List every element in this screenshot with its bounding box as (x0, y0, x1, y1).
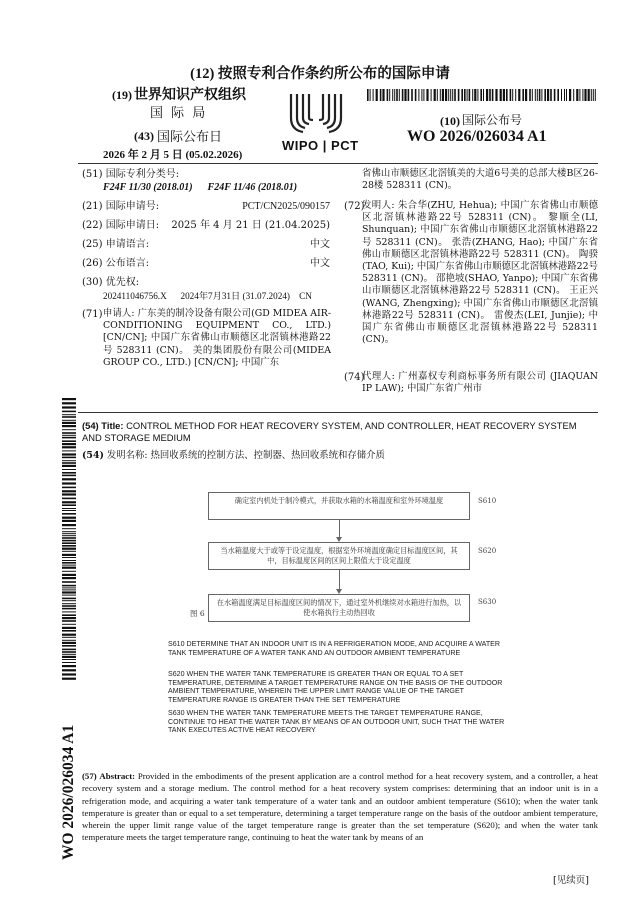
abstract-label: Abstract: (99, 771, 136, 781)
figure-label: 图 6 (190, 609, 205, 618)
applicant-cont: 省佛山市顺德区北滘镇美的大道6号美的总部大楼B区26-28楼 528311 (CN)。 (362, 168, 598, 192)
app-date-label: (22) 国际申请日: (82, 220, 160, 231)
titles-divider (78, 412, 598, 413)
priority-value: 202411046756.X 2024年7月31日 (31.07.2024) CN (103, 291, 312, 301)
barcode-side (62, 398, 76, 683)
legend-s630: S630 WHEN THE WATER TANK TEMPERATURE MEETS THE TARGET TEMPERATURE RANGE, CONTINUE TO HEAT THE WATER TANK BY MEANS OF AN OUTDOOR UNIT, SUCH THAT THE WATER TANK EXECUTES ACTIVE HEAT RECOVERY (168, 709, 505, 735)
inventors-text: 发明人: 朱合华(ZHU, Hehua); 中国广东省佛山市顺德区北滘镇林港路22号 528311 (CN)。 黎顺全(LI, Shunquan); 中国广东省佛山市顺德区北滘镇林港路22号 528311 (CN)。 张浩(ZHANG, Hao); 中国广东省佛山市顺德区北滘镇林港路22号 528311 (CN)。 陶骙(TAO, Kui); 中国广东省佛山市顺德区北滘镇林港路22号 528311 (CN)。 邵艳坡(SHAO, Yanpo); 中国广东省佛山市顺德区北滘镇林港路22号 528311 (CN)。 王正兴(WANG, Zhengxing); 中国广东省佛山市顺德区北滘镇林港路22号 528311 (CN)。 雷俊杰(LEI, Junjie); 中国广东省佛山市顺德区北滘镇林港路22号 528311 (CN)。 (362, 200, 598, 346)
agent-text: 代理人: 广州嘉权专利商标事务所有限公司 (JIAQUAN IP LAW); 中国广东省广州市 (362, 371, 598, 395)
flow-arrow-1 (339, 520, 340, 538)
org-sub: 国 际 局 (150, 106, 208, 121)
ipc-values: F24F 11/30 (2018.01) F24F 11/46 (2018.01) (103, 182, 298, 193)
title-en (82, 420, 598, 444)
abstract-text: Provided in the embodiments of the present application are a control method for a heat recovery system, and a controller, a heat recovery system and a storage medium. The control method for a heat recovery system comprises: determining that an indoor unit is in a refrigeration mode, and acquiring a water tank temperature of a water tank and an outdoor ambient temperature (S610); when the water tank temperature is greater than or equal to a set temperature, determining a target temperature range on the basis of the outdoor ambient temperature, wherein the upper limit range value of the target temperature range is greater than the set temperature (S620); and when the water tank temperature meets the target temperature range, continuing to heat the water tank by means of an (82, 771, 599, 843)
legend-s610: S610 DETERMINE THAT AN INDOOR UNIT IS IN A REFRIGERATION MODE, AND ACQUIRE A WATER TANK TEMPERATURE OF A WATER TANK AND AN OUTDOOR AMBIENT TEMPERATURE (168, 640, 501, 657)
legend-s620: S620 WHEN THE WATER TANK TEMPERATURE IS GREATER THAN OR EQUAL TO A SET TEMPERATURE, DETERMINE A TARGET TEMPERATURE RANGE ON THE BASIS OF THE OUTDOOR AMBIENT TEMPERATURE, WHEREIN THE UPPER LIMIT RANGE VALUE OF THE TARGET TEMPERATURE RANGE IS GREATER THAN THE SET TEMPERATURE (168, 670, 503, 705)
step-id-s630: S630 (478, 598, 497, 606)
barcode-top (367, 86, 597, 98)
continued-note: [见续页] (553, 875, 589, 886)
abstract (82, 770, 598, 844)
pub-date-code: (43) (134, 129, 154, 143)
agent-code: (74) (344, 372, 365, 383)
app-date-value: 2025 年 4 月 21 日 (21.04.2025) (171, 220, 330, 231)
org-name: 世界知识产权组织 (134, 87, 246, 103)
flow-arrow-2 (339, 570, 340, 590)
abstract-code: (57) (82, 771, 97, 781)
wipo-logo (283, 88, 349, 140)
inventors-code: (72) (344, 201, 365, 212)
flow-step-s630: 在水箱温度满足目标温度区间的情况下，通过室外机继续对水箱进行加热，以使水箱执行主动热回收 (208, 594, 470, 622)
side-pub-number: WO 2026/026034 A1 (60, 724, 77, 860)
step-id-s620: S620 (478, 547, 497, 555)
pub-no-label: 国际公布号 (462, 113, 523, 127)
applicant-code: (71) (82, 309, 103, 320)
title-zh-code: (54) (82, 450, 104, 461)
title-en-text: CONTROL METHOD FOR HEAT RECOVERY SYSTEM, AND CONTROLLER, HEAT RECOVERY SYSTEM AND STORAGE MEDIUM (82, 420, 577, 444)
title-en-label: Title: (101, 420, 124, 431)
app-no-value: PCT/CN2025/090157 (242, 201, 330, 212)
step-id-s610: S610 (478, 497, 497, 505)
wipo-pct-text: WIPO | PCT (282, 138, 359, 153)
pub-lang-label: (26) 公布语言: (82, 258, 150, 269)
pub-no-value: WO 2026/026034 A1 (407, 128, 547, 145)
title-zh-text: 发明名称: 热回收系统的控制方法、控制器、热回收系统和存储介质 (106, 450, 385, 461)
document-title: (12) 按照专利合作条约所公布的国际申请 (190, 66, 450, 82)
flow-step-s610: 确定室内机处于制冷模式，并获取水箱的水箱温度和室外环境温度 (208, 492, 470, 520)
pub-no-code: (10) (440, 114, 460, 128)
filing-lang-label: (25) 申请语言: (82, 239, 150, 250)
pub-lang-value: 中文 (310, 258, 330, 269)
filing-lang-value: 中文 (310, 239, 330, 250)
flow-step-s620: 当水箱温度大于或等于设定温度，根据室外环境温度确定目标温度区间，其中，目标温度区间的区间上限值大于设定温度 (208, 542, 470, 570)
title-en-code: (54) (82, 420, 99, 431)
app-no-label: (21) 国际申请号: (82, 201, 160, 212)
title-zh (82, 450, 385, 462)
pub-date-value: 2026 年 2 月 5 日 (05.02.2026) (103, 149, 243, 161)
ipc-label: (51) 国际专利分类号: (82, 169, 180, 180)
applicant-text: 申请人: 广东美的制冷设备有限公司(GD MIDEA AIR-CONDITIONING EQUIPMENT CO., LTD.) [CN/CN]; 中国广东省佛山市顺德区北滘镇林港路22号 528311 (CN)。 美的集团股份有限公司(MIDEA GROUP CO., LTD.) [CN/CN]; 中国广东 (103, 308, 331, 368)
org-code: (19) (112, 88, 132, 102)
pub-date-label: 国际公布日 (157, 130, 223, 145)
priority-label: (30) 优先权: (82, 277, 140, 288)
header-divider (78, 163, 598, 164)
